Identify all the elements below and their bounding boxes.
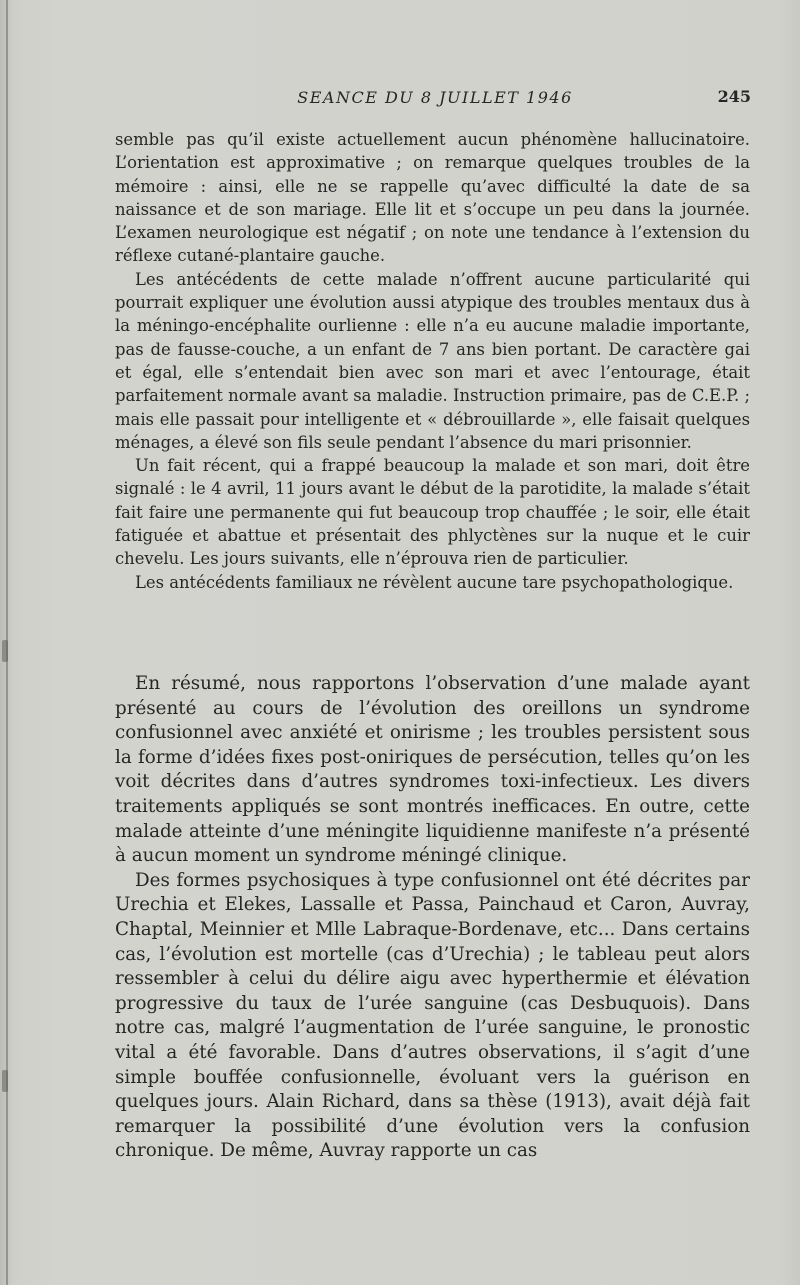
paragraph: Un fait récent, qui a frappé beaucoup la malade et son mari, doit être signalé : le 4 avril, 11 jours avant le début de la parotidite, la malade s’était fait faire une permanente qui fut beaucoup trop chauffée ; le soir, elle était fatiguée et abattue et présentait des phlyctènes sur la nuque et le cuir chevelu. Les jours suivants, elle n’éprouva rien de particulier. — [115, 456, 750, 569]
paragraph: Les antécédents de cette malade n’offrent aucune particularité qui pourrait expliquer une évolution aussi atypique des troubles mentaux dus à la méningo-encéphalite ourlienne : elle n’a eu aucune maladie importante, pas de fausse-couche, a un enfant de 7 ans bien portant. De caractère gai et égal, elle s’entendait bien avec son mari et avec l’entourage, était parfaitement normale avant sa maladie. Instruction primaire, pas de C.E.P. ; mais elle passait pour intelligente et « débrouillarde », elle faisait quelques ménages, a élevé son fils seule pendant l’absence du mari prisonnier. — [115, 269, 750, 452]
body-text-large — [115, 672, 750, 1164]
paragraph: semble pas qu’il existe actuellement aucun phénomène hallucinatoire. L’orientation est approximative ; on remarque quelques troubles de la mémoire : ainsi, elle ne se rappelle qu’avec difficulté la date de sa naissance et de son mariage. Elle lit et s’occupe un peu dans la journée. L’examen neurologique est négatif ; on note une tendance à l’extension du réflexe cutané-plantaire gauche. — [115, 130, 750, 266]
binding-mark — [2, 640, 8, 662]
page-header — [115, 86, 755, 110]
paragraph: En résumé, nous rapportons l’observation d’une malade ayant présenté au cours de l’évolution des oreillons un syndrome confusionnel avec anxiété et onirisme ; les troubles persistent sous la forme d’idées fixes post-oniriques de persécution, telles qu’on les voit décrites dans d’autres syndromes toxi-infectieux. Les divers traitements appliqués se sont montrés inefficaces. En outre, cette malade atteinte d’une méningite liquidienne manifeste n’a présenté à aucun moment un syndrome méningé clinique. — [115, 673, 750, 867]
paragraph: Les antécédents familiaux ne révèlent aucune tare psychopathologique. — [135, 572, 734, 592]
paragraph: Des formes psychosiques à type confusionnel ont été décrites par Urechia et Elekes, Lassalle et Passa, Painchaud et Caron, Auvray, Chaptal, Meinnier et Mlle Labraque-Bordenave, etc... Dans certains cas, l’évolution est mortelle (cas d’Urechia) ; le tableau peut alors ressembler à celui du délire aigu avec hyperthermie et élévation progressive du taux de l’urée sanguine (cas Desbuquois). Dans notre cas, malgré l’augmentation de l’urée sanguine, le pronostic vital a été favorable. Dans d’autres observations, il s’agit d’une simple bouffée confusionnelle, évoluant vers la guérison en quelques jours. Alain Richard, dans sa thèse (1913), avait déjà fait remarquer la possibilité d’une évolution vers la confusion chronique. De même, Auvray rapporte un cas — [115, 869, 750, 1162]
page-number: 245 — [717, 87, 751, 106]
running-head: SEANCE DU 8 JUILLET 1946 — [297, 88, 573, 107]
binding-mark — [2, 1070, 8, 1092]
body-text-small — [115, 128, 750, 594]
